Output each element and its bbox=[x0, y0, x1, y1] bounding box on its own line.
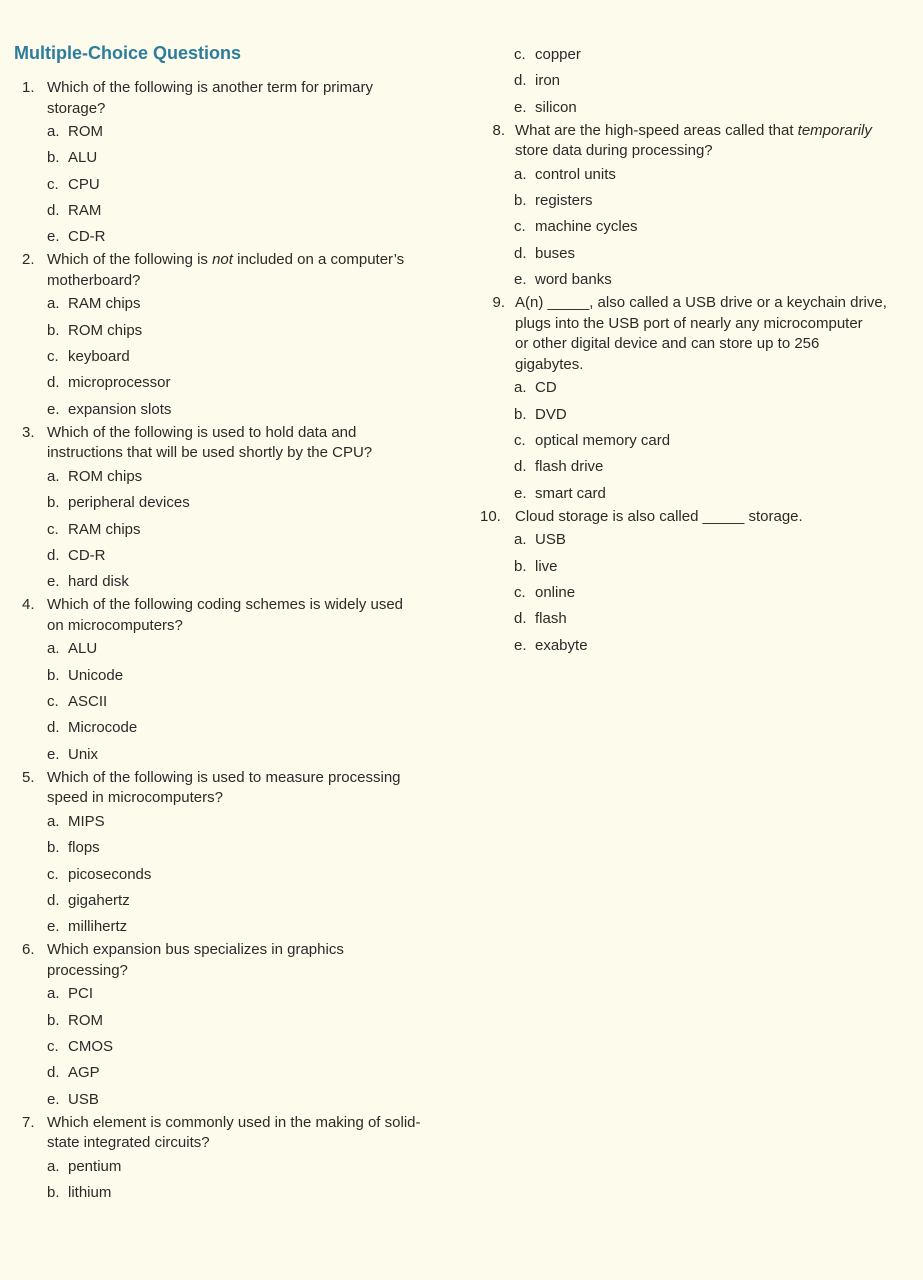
option-e[interactable] bbox=[47, 569, 472, 595]
question-number: 5. bbox=[22, 768, 35, 786]
option-c[interactable] bbox=[47, 344, 472, 370]
option-text: Microcode bbox=[68, 719, 138, 737]
option-letter: a. bbox=[47, 1157, 60, 1175]
option-text: live bbox=[535, 557, 558, 575]
question-number: 7. bbox=[22, 1113, 35, 1131]
option-letter: c. bbox=[47, 865, 59, 883]
option-letter: c. bbox=[514, 431, 526, 449]
option-letter: d. bbox=[47, 719, 60, 737]
question-9 bbox=[480, 293, 923, 375]
option-b[interactable] bbox=[47, 318, 472, 344]
option-b[interactable] bbox=[47, 663, 472, 689]
question-line: Which expansion bus specializes in graphics bbox=[47, 941, 344, 959]
question-text bbox=[47, 1113, 472, 1154]
option-text: USB bbox=[535, 531, 566, 549]
option-text: hard disk bbox=[68, 573, 129, 591]
question-2 bbox=[22, 250, 472, 291]
option-letter: c. bbox=[47, 175, 59, 193]
option-text: ASCII bbox=[68, 693, 108, 711]
option-text: smart card bbox=[535, 484, 606, 502]
option-text: lithium bbox=[68, 1184, 112, 1202]
option-text: iron bbox=[535, 72, 561, 90]
question-line: instructions that will be used shortly by the CPU? bbox=[47, 444, 373, 462]
option-text: flops bbox=[68, 839, 100, 857]
option-c[interactable] bbox=[47, 517, 472, 543]
option-a[interactable] bbox=[47, 1154, 472, 1180]
option-text: flash drive bbox=[535, 458, 604, 476]
question-line: Which of the following is used to measure processing bbox=[47, 768, 401, 786]
question-text bbox=[47, 78, 472, 119]
option-text: RAM bbox=[68, 201, 102, 219]
question-line: on microcomputers? bbox=[47, 616, 183, 634]
option-text: pentium bbox=[68, 1157, 122, 1175]
option-a[interactable] bbox=[47, 464, 472, 490]
option-text: Unix bbox=[68, 745, 99, 763]
option-e[interactable] bbox=[514, 633, 923, 659]
option-list bbox=[22, 981, 472, 1112]
option-text: gigahertz bbox=[68, 891, 130, 909]
question-10 bbox=[480, 507, 923, 528]
option-c[interactable] bbox=[514, 42, 923, 68]
option-b[interactable] bbox=[47, 145, 472, 171]
option-c[interactable] bbox=[514, 580, 923, 606]
option-text: USB bbox=[68, 1090, 99, 1108]
option-a[interactable] bbox=[514, 527, 923, 553]
question-6 bbox=[22, 940, 472, 981]
option-text: Unicode bbox=[68, 666, 124, 684]
option-letter: d. bbox=[47, 891, 60, 909]
option-text: CPU bbox=[68, 175, 100, 193]
option-text: control units bbox=[535, 165, 616, 183]
option-text: expansion slots bbox=[68, 400, 172, 418]
option-letter: d. bbox=[514, 458, 527, 476]
question-line: Which of the following is used to hold data and bbox=[47, 423, 357, 441]
question-number: 6. bbox=[22, 941, 35, 959]
option-letter: e. bbox=[514, 484, 527, 502]
option-letter: c. bbox=[47, 1038, 59, 1056]
question-line: Which element is commonly used in the making of solid- bbox=[47, 1113, 421, 1131]
option-c[interactable] bbox=[47, 862, 472, 888]
question-line: plugs into the USB port of nearly any microcomputer bbox=[515, 314, 863, 332]
option-c[interactable] bbox=[47, 172, 472, 198]
option-text: copper bbox=[535, 46, 581, 63]
option-c[interactable] bbox=[514, 214, 923, 240]
question-3 bbox=[22, 423, 472, 464]
option-letter: e. bbox=[47, 573, 60, 591]
question-line: A(n) _____, also called a USB drive or a keychain drive, bbox=[515, 294, 887, 312]
option-d[interactable] bbox=[47, 1060, 472, 1086]
question-line: processing? bbox=[47, 961, 128, 979]
option-letter: b. bbox=[47, 1011, 60, 1029]
question-line: Which of the following coding schemes is widely used bbox=[47, 596, 404, 614]
option-letter: d. bbox=[47, 1064, 60, 1082]
option-b[interactable] bbox=[514, 188, 923, 214]
question-text bbox=[47, 940, 472, 981]
option-text: RAM chips bbox=[68, 520, 141, 538]
question-line: motherboard? bbox=[47, 271, 141, 289]
question-line: or other digital device and can store up to 256 bbox=[515, 335, 820, 353]
option-text: word banks bbox=[535, 271, 612, 289]
option-text: machine cycles bbox=[535, 218, 638, 236]
option-c[interactable] bbox=[514, 428, 923, 454]
option-e[interactable] bbox=[514, 95, 923, 121]
option-letter: b. bbox=[47, 494, 60, 512]
option-list bbox=[480, 162, 923, 293]
option-letter: d. bbox=[514, 244, 527, 262]
option-d[interactable] bbox=[514, 454, 923, 480]
option-d[interactable] bbox=[514, 241, 923, 267]
option-letter: a. bbox=[47, 812, 60, 830]
question-number: 8. bbox=[492, 121, 505, 139]
option-letter: c. bbox=[47, 520, 59, 538]
option-text: silicon bbox=[535, 98, 577, 116]
option-b[interactable] bbox=[47, 1180, 472, 1206]
option-letter: b. bbox=[47, 666, 60, 684]
option-text: keyboard bbox=[68, 348, 130, 366]
option-list bbox=[22, 636, 472, 767]
option-letter: a. bbox=[47, 467, 60, 485]
question-number: 10. bbox=[480, 507, 501, 525]
option-b[interactable] bbox=[514, 402, 923, 428]
question-5 bbox=[22, 768, 472, 809]
option-c[interactable] bbox=[47, 689, 472, 715]
option-letter: a. bbox=[514, 531, 527, 549]
option-letter: e. bbox=[514, 636, 527, 654]
option-text: exabyte bbox=[535, 636, 588, 654]
option-letter: a. bbox=[47, 640, 60, 658]
option-b[interactable] bbox=[47, 1008, 472, 1034]
option-list bbox=[480, 527, 923, 658]
option-letter: c. bbox=[514, 46, 526, 63]
option-text: buses bbox=[535, 244, 576, 262]
option-e[interactable] bbox=[47, 914, 472, 940]
option-list bbox=[22, 119, 472, 250]
option-a[interactable] bbox=[514, 375, 923, 401]
option-d[interactable] bbox=[47, 370, 472, 396]
option-a[interactable] bbox=[47, 119, 472, 145]
option-text: microprocessor bbox=[68, 374, 171, 392]
option-d[interactable] bbox=[47, 888, 472, 914]
option-c[interactable] bbox=[47, 1034, 472, 1060]
option-letter: d. bbox=[47, 201, 60, 219]
question-1 bbox=[22, 78, 472, 119]
question-number: 1. bbox=[22, 79, 35, 96]
question-text bbox=[515, 507, 923, 528]
option-a[interactable] bbox=[47, 809, 472, 835]
option-list bbox=[480, 42, 923, 121]
option-letter: c. bbox=[514, 218, 526, 236]
option-text: ROM chips bbox=[68, 321, 143, 339]
option-text: optical memory card bbox=[535, 431, 671, 449]
option-letter: b. bbox=[514, 192, 527, 210]
option-letter: a. bbox=[514, 165, 527, 183]
question-emphasis: temporarily bbox=[797, 121, 872, 139]
option-b[interactable] bbox=[47, 490, 472, 516]
option-d[interactable] bbox=[47, 543, 472, 569]
option-d[interactable] bbox=[514, 68, 923, 94]
option-letter: b. bbox=[514, 557, 527, 575]
question-text bbox=[515, 293, 923, 375]
question-text bbox=[47, 250, 472, 291]
option-letter: b. bbox=[47, 321, 60, 339]
question-line: speed in microcomputers? bbox=[47, 789, 223, 807]
option-letter: c. bbox=[47, 348, 59, 366]
option-text: AGP bbox=[68, 1064, 100, 1082]
option-list bbox=[22, 464, 472, 595]
question-line: gigabytes. bbox=[515, 355, 584, 373]
option-letter: b. bbox=[47, 1184, 60, 1202]
option-letter: b. bbox=[47, 839, 60, 857]
option-d[interactable] bbox=[514, 606, 923, 632]
section-title: Multiple-Choice Questions bbox=[14, 43, 242, 63]
option-letter: a. bbox=[47, 123, 60, 140]
option-letter: c. bbox=[47, 693, 59, 711]
option-letter: e. bbox=[47, 228, 60, 246]
option-letter: e. bbox=[47, 918, 60, 936]
question-text bbox=[47, 595, 472, 636]
option-letter: d. bbox=[47, 374, 60, 392]
question-text-part: included on a computer’s bbox=[232, 251, 405, 269]
option-text: ALU bbox=[68, 149, 98, 167]
option-list bbox=[480, 375, 923, 506]
option-e[interactable] bbox=[47, 397, 472, 423]
option-letter: b. bbox=[514, 405, 527, 423]
question-text bbox=[47, 423, 472, 464]
option-text: ROM chips bbox=[68, 467, 143, 485]
question-line: storage? bbox=[47, 99, 106, 117]
option-text: picoseconds bbox=[68, 865, 152, 883]
option-text: CD bbox=[535, 379, 557, 397]
option-text: RAM chips bbox=[68, 295, 141, 313]
option-text: PCI bbox=[68, 985, 94, 1003]
option-d[interactable] bbox=[47, 198, 472, 224]
question-7 bbox=[22, 1113, 472, 1154]
option-letter: e. bbox=[514, 98, 527, 116]
question-line: Which of the following is another term for primary bbox=[47, 79, 373, 96]
question-line bbox=[47, 250, 472, 271]
option-list bbox=[22, 291, 472, 422]
question-number: 9. bbox=[492, 294, 505, 312]
question-number: 2. bbox=[22, 251, 35, 269]
option-letter: a. bbox=[47, 295, 60, 313]
left-column bbox=[22, 78, 472, 1207]
option-a[interactable] bbox=[47, 981, 472, 1007]
option-a[interactable] bbox=[47, 291, 472, 317]
question-number: 3. bbox=[22, 423, 35, 441]
option-e[interactable] bbox=[47, 224, 472, 250]
question-line: Cloud storage is also called _____ storage. bbox=[515, 507, 803, 525]
option-letter: a. bbox=[47, 985, 60, 1003]
option-letter: e. bbox=[514, 271, 527, 289]
option-letter: e. bbox=[47, 400, 60, 418]
option-text: CD-R bbox=[68, 228, 106, 246]
option-letter: e. bbox=[47, 1090, 60, 1108]
option-letter: b. bbox=[47, 149, 60, 167]
option-text: DVD bbox=[535, 405, 567, 423]
question-8 bbox=[480, 121, 923, 162]
question-text-part: What are the high-speed areas called that bbox=[515, 121, 798, 139]
option-letter: d. bbox=[514, 610, 527, 628]
option-text: peripheral devices bbox=[68, 494, 190, 512]
option-e[interactable] bbox=[47, 742, 472, 768]
question-emphasis: not bbox=[212, 251, 233, 269]
question-line: state integrated circuits? bbox=[47, 1134, 210, 1152]
option-text: ROM bbox=[68, 1011, 103, 1029]
option-d[interactable] bbox=[47, 715, 472, 741]
option-text: ALU bbox=[68, 640, 98, 658]
option-a[interactable] bbox=[514, 162, 923, 188]
question-text bbox=[515, 121, 923, 162]
option-letter: e. bbox=[47, 745, 60, 763]
option-text: millihertz bbox=[68, 918, 128, 936]
option-text: MIPS bbox=[68, 812, 105, 830]
option-e[interactable] bbox=[514, 481, 923, 507]
question-line bbox=[515, 121, 923, 142]
option-letter: c. bbox=[514, 583, 526, 601]
option-e[interactable] bbox=[514, 267, 923, 293]
option-text: ROM bbox=[68, 123, 103, 140]
question-line: store data during processing? bbox=[515, 142, 713, 160]
option-text: flash bbox=[535, 610, 567, 628]
option-text: CD-R bbox=[68, 546, 106, 564]
right-column bbox=[480, 42, 923, 659]
option-b[interactable] bbox=[514, 554, 923, 580]
question-4 bbox=[22, 595, 472, 636]
option-list bbox=[22, 1154, 472, 1207]
option-text: registers bbox=[535, 192, 593, 210]
question-text-part: Which of the following is bbox=[47, 251, 213, 269]
option-letter: d. bbox=[514, 72, 527, 90]
option-a[interactable] bbox=[47, 636, 472, 662]
option-e[interactable] bbox=[47, 1087, 472, 1113]
option-list bbox=[22, 809, 472, 940]
question-number: 4. bbox=[22, 596, 35, 614]
option-letter: d. bbox=[47, 546, 60, 564]
option-text: online bbox=[535, 583, 576, 601]
option-text: CMOS bbox=[68, 1038, 113, 1056]
option-b[interactable] bbox=[47, 835, 472, 861]
option-letter: a. bbox=[514, 379, 527, 397]
question-text bbox=[47, 768, 472, 809]
